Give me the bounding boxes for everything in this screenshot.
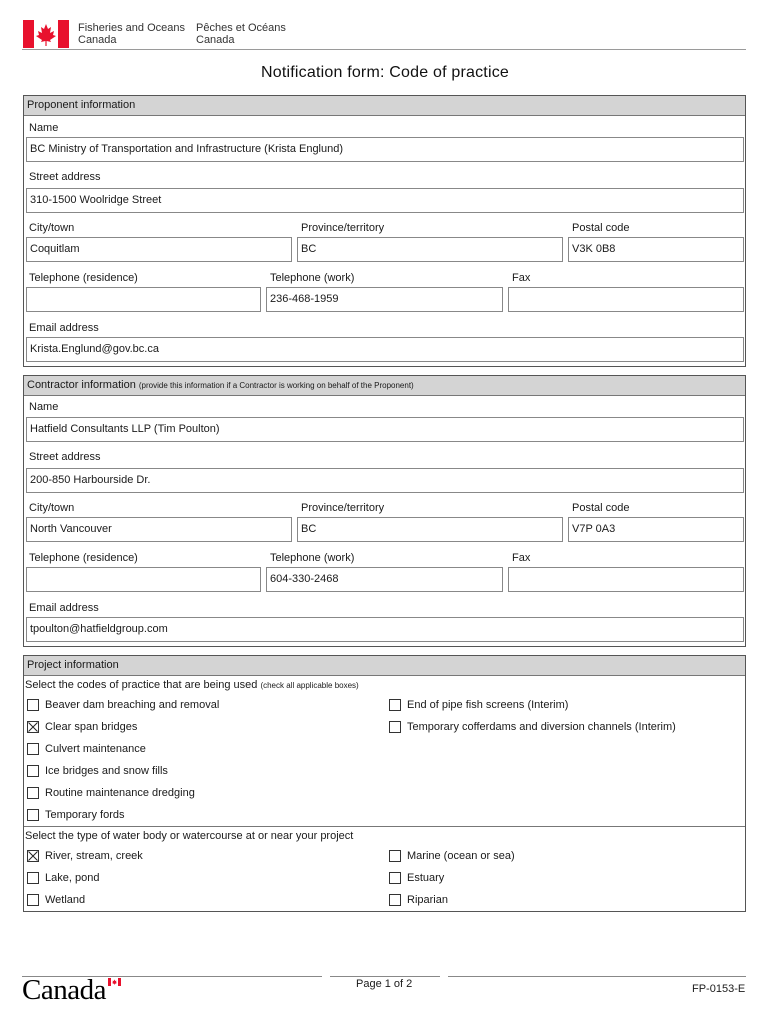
proponent-tel-work-field[interactable]: 236-468-1959 (266, 287, 503, 312)
code-of-practice-option-label: Ice bridges and snow fills (45, 765, 168, 777)
codes-prompt-note: (check all applicable boxes) (260, 681, 359, 690)
contractor-street-label: Street address (29, 451, 101, 463)
proponent-street-label: Street address (29, 171, 101, 183)
contractor-heading-note: (provide this information if a Contractor is working on behalf of the Proponent) (138, 381, 414, 390)
footer-divider-right (448, 976, 746, 977)
checkbox-icon[interactable] (389, 721, 401, 733)
checkbox-icon[interactable] (389, 894, 401, 906)
water-body-option-label: River, stream, creek (45, 850, 143, 862)
canada-flag-icon (23, 20, 69, 48)
code-of-practice-option-label: Temporary cofferdams and diversion channels (Interim) (407, 721, 676, 733)
footer-divider-center (330, 976, 440, 977)
contractor-section-heading (24, 376, 745, 396)
checkbox-icon[interactable] (389, 699, 401, 711)
codes-prompt (25, 679, 359, 692)
proponent-email-field[interactable]: Krista.Englund@gov.bc.ca (26, 337, 744, 362)
contractor-postal-label: Postal code (572, 502, 630, 514)
proponent-section-heading: Proponent information (24, 96, 745, 116)
contractor-name-label: Name (29, 401, 59, 413)
proponent-province-label: Province/territory (301, 222, 385, 234)
codes-prompt-text: Select the codes of practice that are being used (25, 679, 258, 691)
department-name-english: Fisheries and Oceans Canada (78, 22, 185, 46)
department-name-french: Pêches et Océans Canada (196, 22, 286, 46)
contractor-street-field[interactable]: 200-850 Harbourside Dr. (26, 468, 744, 493)
checkbox-icon[interactable] (27, 872, 39, 884)
contractor-city-label: City/town (29, 502, 75, 514)
checkbox-checked-icon[interactable] (27, 721, 39, 733)
proponent-tel-res-label: Telephone (residence) (29, 272, 138, 284)
contractor-tel-work-field[interactable]: 604-330-2468 (266, 567, 503, 592)
form-title: Notification form: Code of practice (261, 64, 509, 81)
code-of-practice-option-label: Culvert maintenance (45, 743, 146, 755)
contractor-province-field[interactable]: BC (297, 517, 563, 542)
proponent-postal-field[interactable]: V3K 0B8 (568, 237, 744, 262)
proponent-city-label: City/town (29, 222, 75, 234)
contractor-email-label: Email address (29, 602, 99, 614)
water-body-option-label: Wetland (45, 894, 86, 906)
canada-wordmark (22, 975, 106, 1005)
proponent-tel-res-field[interactable] (26, 287, 261, 312)
wordmark-flag-icon (108, 978, 121, 986)
proponent-fax-field[interactable] (508, 287, 744, 312)
contractor-tel-res-field[interactable] (26, 567, 261, 592)
proponent-city-field[interactable]: Coquitlam (26, 237, 292, 262)
project-section (23, 655, 746, 912)
water-prompt: Select the type of water body or watercourse at or near your project (25, 830, 354, 842)
proponent-postal-label: Postal code (572, 222, 630, 234)
proponent-fax-label: Fax (512, 272, 531, 284)
code-of-practice-option-label: End of pipe fish screens (Interim) (407, 699, 569, 711)
code-of-practice-option-label: Temporary fords (45, 809, 125, 821)
proponent-tel-work-label: Telephone (work) (270, 272, 355, 284)
water-body-option-label: Marine (ocean or sea) (407, 850, 515, 862)
project-section-heading: Project information (24, 656, 745, 676)
checkbox-icon[interactable] (389, 850, 401, 862)
checkbox-icon[interactable] (27, 765, 39, 777)
contractor-postal-field[interactable]: V7P 0A3 (568, 517, 744, 542)
proponent-name-field[interactable]: BC Ministry of Transportation and Infrastructure (Krista Englund) (26, 137, 744, 162)
contractor-tel-res-label: Telephone (residence) (29, 552, 138, 564)
contractor-tel-work-label: Telephone (work) (270, 552, 355, 564)
contractor-city-field[interactable]: North Vancouver (26, 517, 292, 542)
checkbox-icon[interactable] (389, 872, 401, 884)
checkbox-checked-icon[interactable] (27, 850, 39, 862)
checkbox-icon[interactable] (27, 787, 39, 799)
code-of-practice-option-label: Routine maintenance dredging (45, 787, 195, 799)
contractor-fax-label: Fax (512, 552, 531, 564)
water-body-option-label: Lake, pond (45, 872, 100, 884)
proponent-section (23, 95, 746, 367)
water-body-option-label: Estuary (407, 872, 445, 884)
checkbox-icon[interactable] (27, 699, 39, 711)
contractor-province-label: Province/territory (301, 502, 385, 514)
form-code: FP-0153-E (692, 983, 746, 995)
contractor-email-field[interactable]: tpoulton@hatfieldgroup.com (26, 617, 744, 642)
proponent-street-field[interactable]: 310-1500 Woolridge Street (26, 188, 744, 213)
checkbox-icon[interactable] (27, 743, 39, 755)
proponent-email-label: Email address (29, 322, 99, 334)
checkbox-icon[interactable] (27, 894, 39, 906)
water-body-option-label: Riparian (407, 894, 448, 906)
contractor-name-field[interactable]: Hatfield Consultants LLP (Tim Poulton) (26, 417, 744, 442)
code-of-practice-option-label: Clear span bridges (45, 721, 138, 733)
contractor-fax-field[interactable] (508, 567, 744, 592)
canada-wordmark-text: Canada (22, 974, 106, 1006)
proponent-name-label: Name (29, 122, 59, 134)
checkbox-icon[interactable] (27, 809, 39, 821)
contractor-section (23, 375, 746, 647)
code-of-practice-option-label: Beaver dam breaching and removal (45, 699, 220, 711)
page-number: Page 1 of 2 (356, 978, 413, 990)
header-divider (22, 49, 746, 50)
contractor-heading-title: Contractor information (27, 379, 136, 391)
proponent-province-field[interactable]: BC (297, 237, 563, 262)
project-subsection-divider (24, 826, 745, 827)
